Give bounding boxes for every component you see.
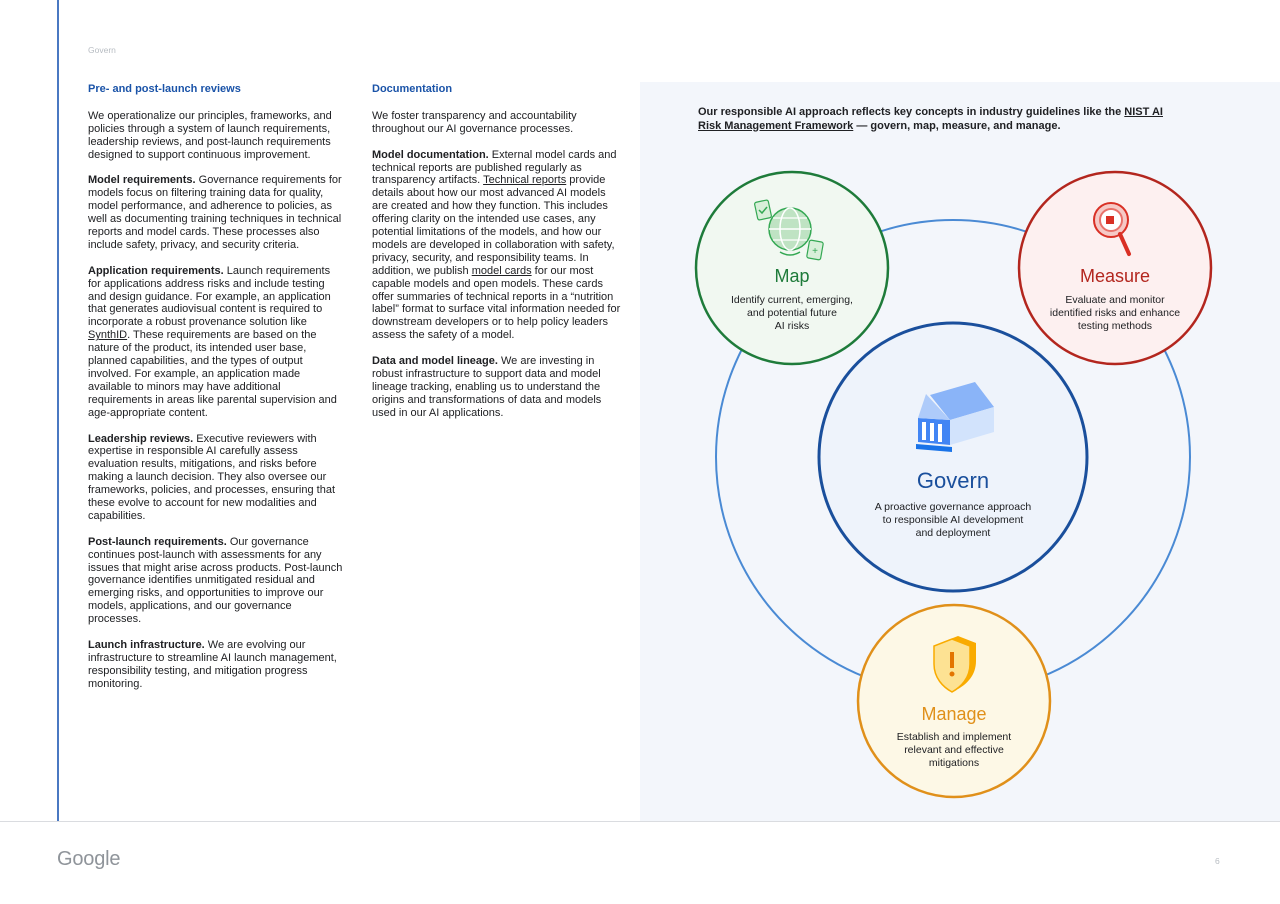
paragraph-model-documentation: Model documentation. External model cards and technical reports are published regularly as transparency artifacts. Technical reports provide details about how our most advanced AI models are created and how they function. This includes offering clarity on the intended use cases, any potential limitations of the models, and how our models are developed in collaboration with safety, privacy, security, and responsibility teams. In addition, we publish model cards for our most capable models and open models. These cards offer summaries of technical reports in a “nutrition label” format to surface vital information needed for downstream developers or to help policy leaders assess the safety of a model. [372, 148, 621, 342]
footer-divider [0, 821, 1280, 822]
paragraph-leadership-reviews: Leadership reviews. Executive reviewers with expertise in responsible AI carefully assess evaluation results, mitigations, and risks before making a launch decision. They also oversee our frameworks, policies, and processes, ensuring that these evolve to account for new modalities and capabilities. [88, 432, 336, 522]
govern-desc-3: and deployment [915, 527, 991, 539]
measure-desc-3: testing methods [1077, 320, 1153, 332]
model-cards-link[interactable]: model cards [471, 264, 532, 277]
paragraph-model-requirements: Model requirements. Governance requirements for models focus on filtering training data for quality, model performance, and adherence to policies, as well as documenting training techniques in technical reports and model cards. These processes also include safety, privacy, and security criteria. [88, 174, 342, 251]
measure-node [1019, 172, 1211, 364]
paragraph-data-lineage: Data and model lineage. We are investing in robust infrastructure to support data and model lineage tracking, enabling us to understand the origins and transformations of data and models used in our AI applications. [372, 355, 602, 419]
panel-intro: Our responsible AI approach reflects key concepts in industry guidelines like the NIST AI Risk Management Framework — govern, map, measure, and manage. [698, 106, 1163, 132]
manage-desc-2: relevant and effective [904, 744, 1004, 756]
govern-desc-2: to responsible AI development [882, 514, 1024, 526]
measure-desc-2: identified risks and enhance [1049, 307, 1181, 319]
column-heading: Pre- and post-launch reviews [88, 83, 241, 95]
page-number: 6 [1215, 856, 1220, 866]
column-pre-post-launch [88, 83, 344, 704]
map-node [696, 172, 888, 364]
manage-desc-1: Establish and implement [896, 731, 1012, 743]
measure-title: Measure [1079, 266, 1151, 286]
technical-reports-link[interactable]: Technical reports [483, 174, 567, 187]
map-desc-2: and potential future [747, 307, 837, 319]
manage-desc-3: mitigations [928, 757, 980, 769]
manage-title: Manage [921, 704, 987, 724]
column-heading: Documentation [372, 83, 453, 95]
paragraph-launch-infrastructure: Launch infrastructure. We are evolving our infrastructure to streamline AI launch management, responsibility testing, and mitigation progress monitoring. [88, 638, 337, 690]
paragraph-intro: We operationalize our principles, frameworks, and policies through a system of launch requirements, leadership reviews, and post-launch requirements designed to support continuous improvement. [88, 109, 332, 161]
left-accent-rule [57, 0, 59, 821]
govern-desc-1: A proactive governance approach [874, 501, 1032, 513]
synthid-link[interactable]: SynthID [88, 329, 128, 342]
map-desc-3: AI risks [774, 320, 810, 332]
manage-node [858, 605, 1050, 797]
paragraph-application-requirements: Application requirements. Launch requirements for applications address risks and include testing and design guidance. For example, an application that generates audiovisual content is required to incorporate a robust provenance solution like SynthID. These requirements are based on the nature of the product, its intended user base, planned capabilities, and the types of output involved. For example, an application made available to minors may have additional requirements in areas like parental supervision and age-appropriate content. [88, 264, 337, 419]
framework-diagram [640, 82, 1280, 821]
section-header: Govern [88, 45, 116, 55]
govern-node [819, 323, 1087, 591]
svg-text:+: + [812, 246, 818, 257]
govern-title: Govern [916, 468, 990, 493]
measure-desc-1: Evaluate and monitor [1065, 294, 1165, 306]
map-title: Map [774, 266, 810, 286]
map-desc-1: Identify current, emerging, [731, 294, 853, 306]
column-documentation [372, 83, 622, 433]
paragraph-post-launch: Post-launch requirements. Our governance continues post-launch with assessments for any issues that might arise across products. Post-launch governance identifies unmitigated residual and emerging risks, and opportunities to improve our models, applications, and our governance processes. [88, 535, 343, 626]
google-logo: Google [57, 848, 121, 870]
paragraph-intro: We foster transparency and accountability throughout our AI governance processes. [372, 109, 577, 135]
nist-framework-link[interactable]: NIST AI Risk Management Framework [698, 106, 1163, 132]
